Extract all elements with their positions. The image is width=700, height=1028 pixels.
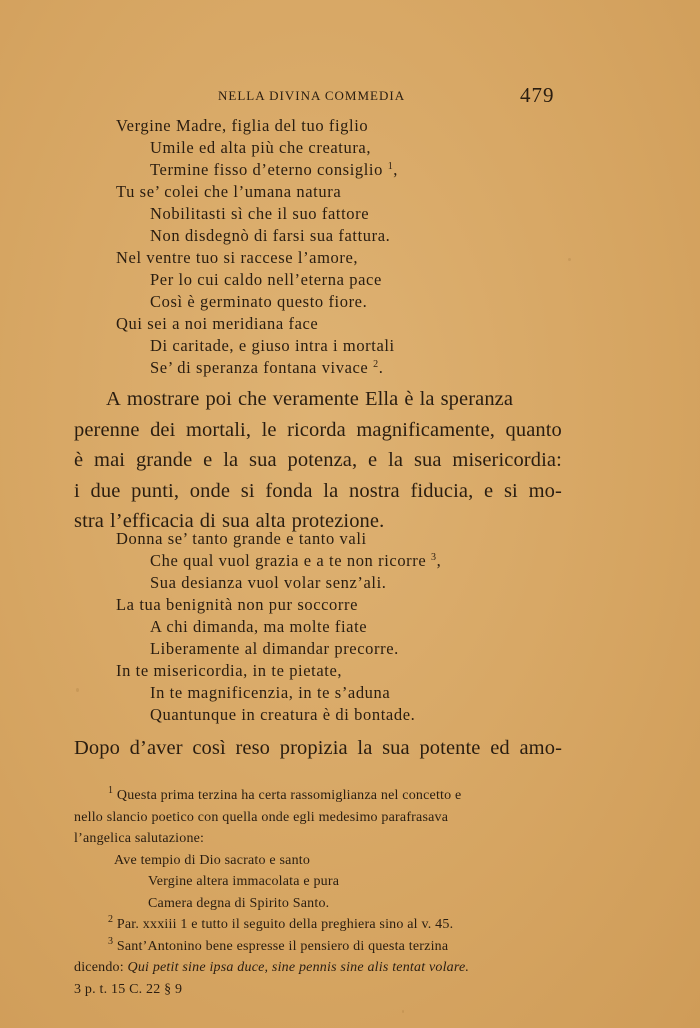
footnote-1-line: nello slancio poetico con quella onde egli medesimo parafrasava xyxy=(74,809,449,825)
word: ed xyxy=(490,737,510,759)
verse-line xyxy=(116,616,441,638)
verse-text: Non disdegnò di farsi sua fattura. xyxy=(150,226,391,245)
word: propizia xyxy=(279,737,348,759)
verse-line xyxy=(116,528,441,550)
verse-text: Donna se’ tanto grande e tanto vali xyxy=(116,529,367,548)
word: amo- xyxy=(519,737,562,759)
verse-text: Qui sei a noi meridiana face xyxy=(116,314,319,333)
verse-text: Di caritade, e giuso intra i mortali xyxy=(150,336,395,355)
verse-punctuation: , xyxy=(436,551,442,570)
verse-text: In te misericordia, in te pietate, xyxy=(116,661,343,680)
footnote-reference: 3 xyxy=(431,552,437,563)
footnote-2-text: Par. xxxiii 1 e tutto il seguito della preghiera sino al v. 45. xyxy=(116,917,454,932)
footnote-marker: 3 xyxy=(108,935,114,947)
word: d’aver xyxy=(129,737,183,759)
verse-line xyxy=(116,203,398,225)
word: reso xyxy=(235,737,271,759)
word: e xyxy=(484,479,494,502)
word: la xyxy=(388,449,404,471)
word: sua xyxy=(413,449,442,471)
footnote-verse-line: Ave tempio di Dio sacrato e santo xyxy=(114,852,311,868)
verse-line xyxy=(116,594,441,616)
prose-paragraph-2 xyxy=(74,733,562,764)
paper-spot xyxy=(568,258,571,261)
word: si xyxy=(240,479,255,502)
word: alta xyxy=(255,510,286,532)
word: mostrare xyxy=(126,388,200,410)
word: onde xyxy=(189,479,231,502)
verse-line xyxy=(116,159,398,181)
prose-line xyxy=(74,476,562,507)
word: la xyxy=(323,479,339,502)
verse-text: Nel ventre tuo si raccese l’amore, xyxy=(116,248,359,267)
verse-text: Termine fisso d’eterno consiglio xyxy=(150,160,388,179)
verse-line xyxy=(116,181,398,203)
verse-line xyxy=(116,247,398,269)
verse-text: A chi dimanda, ma molte fiate xyxy=(150,617,368,636)
prose-line xyxy=(74,733,562,764)
footnote-3-line xyxy=(74,936,564,958)
footnote-marker: 2 xyxy=(108,914,114,925)
verse-line xyxy=(116,335,398,357)
word: protezione. xyxy=(291,510,385,532)
footnote-verse-line: Camera degna di Spirito Santo. xyxy=(148,895,330,911)
word: sua xyxy=(249,449,277,471)
verse-line xyxy=(116,137,398,159)
word: potenza, xyxy=(287,449,358,471)
verse-line xyxy=(116,269,398,291)
footnote-3-text: Sant’Antonino bene espresse il pensiero di questa terzina xyxy=(116,938,449,954)
word: mortali, xyxy=(185,418,252,441)
word: sua xyxy=(221,510,250,532)
word: speranza xyxy=(440,388,514,410)
word: si xyxy=(503,479,518,502)
footnote-1-line xyxy=(74,785,564,807)
verse-text: Umile ed alta più che creatura, xyxy=(150,138,372,157)
page-header xyxy=(0,83,700,108)
footnote-3-line xyxy=(74,957,564,979)
verse-punctuation: . xyxy=(378,358,384,377)
footnote-1-text: Questa prima terzina ha certa rassomiglianza nel concetto e xyxy=(116,788,462,803)
verse-line xyxy=(116,291,398,313)
verse-punctuation: , xyxy=(393,160,399,179)
word: fiducia, xyxy=(410,479,474,502)
verse-text: Sua desianza vuol volar senz’ali. xyxy=(150,573,387,592)
footnote-reference: 2 xyxy=(373,359,379,370)
word: la xyxy=(223,449,239,471)
prose-line xyxy=(74,415,562,446)
word: sua xyxy=(382,737,410,759)
word: A xyxy=(106,388,121,410)
paper-spot xyxy=(402,1010,404,1013)
word: nostra xyxy=(349,479,400,502)
verse-block-2 xyxy=(116,528,441,726)
prose-line xyxy=(74,445,562,476)
footnote-marker: 1 xyxy=(108,785,114,796)
word: che xyxy=(237,388,267,410)
verse-line xyxy=(116,704,441,726)
word: potente xyxy=(419,737,481,759)
word: i xyxy=(74,479,80,502)
footnote-1-line: l’angelica salutazione: xyxy=(74,831,205,846)
word: la xyxy=(357,737,373,759)
verse-line xyxy=(116,638,441,660)
footnote-reference: 1 xyxy=(387,161,394,172)
word: Dopo xyxy=(74,737,120,759)
verse-text: Se’ di speranza fontana vivace xyxy=(150,358,374,377)
verse-text: Per lo cui caldo nell’eterna pace xyxy=(150,270,382,289)
word: l’efficacia xyxy=(110,510,194,532)
footnotes xyxy=(74,785,564,1000)
verse-text: Tu se’ colei che l’umana natura xyxy=(116,182,342,201)
word: di xyxy=(199,510,216,532)
footnote-3-reference: 3 p. t. 15 C. 22 § 9 xyxy=(74,981,183,997)
verse-line xyxy=(116,572,441,594)
word: la xyxy=(419,388,435,410)
verse-line xyxy=(116,313,398,335)
running-head: NELLA DIVINA COMMEDIA xyxy=(218,88,406,103)
word: ricorda xyxy=(287,418,346,441)
word: grande xyxy=(135,449,193,471)
verse-line xyxy=(116,225,398,247)
verse-line xyxy=(116,357,398,379)
verse-text: Quantunque in creatura è di bontade. xyxy=(150,705,416,724)
word: stra xyxy=(74,510,104,532)
word: dei xyxy=(150,418,176,441)
footnote-3-text: dicendo: xyxy=(74,960,128,975)
verse-line xyxy=(116,682,441,704)
verse-text: In te magnificenzia, in te s’aduna xyxy=(150,683,391,702)
page-number: 479 xyxy=(520,83,555,107)
verse-line xyxy=(116,115,398,137)
verse-block-1 xyxy=(116,115,398,379)
word: fonda xyxy=(265,479,313,502)
verse-text: Liberamente al dimandar precorre. xyxy=(150,639,399,658)
word: veramente xyxy=(272,388,359,410)
verse-text: Vergine Madre, figlia del tuo figlio xyxy=(116,116,369,135)
word: è xyxy=(74,449,84,471)
word: due xyxy=(90,479,121,502)
word: perenne xyxy=(74,418,140,441)
word: mo- xyxy=(528,479,562,502)
verse-line xyxy=(116,660,441,682)
prose-paragraph-1 xyxy=(74,384,562,537)
verse-line xyxy=(116,550,441,572)
verse-text: Che qual vuol grazia e a te non ricorre xyxy=(150,551,432,570)
footnote-2-line xyxy=(74,914,564,936)
word: poi xyxy=(205,388,232,410)
verse-text: Nobilitasti sì che il suo fattore xyxy=(150,204,370,223)
word: punti, xyxy=(131,479,180,502)
word: è xyxy=(404,388,414,410)
word: le xyxy=(261,418,277,441)
word: mai xyxy=(94,449,126,471)
word: Ella xyxy=(364,388,399,410)
paper-spot xyxy=(76,688,79,692)
word: misericordia: xyxy=(452,449,562,471)
word: e xyxy=(368,449,378,471)
word: così xyxy=(192,737,226,759)
verse-text: La tua benignità non pur soccorre xyxy=(116,595,359,614)
word: e xyxy=(203,449,213,471)
word: magnificamente, xyxy=(356,418,496,441)
footnote-verse-line: Vergine altera immacolata e pura xyxy=(148,874,340,889)
word: quanto xyxy=(505,418,562,441)
verse-text: Così è germinato questo fiore. xyxy=(150,292,368,311)
prose-line xyxy=(74,384,562,415)
footnote-3-latin-quote: Qui petit sine ipsa duce, sine pennis sine alis tentat volare. xyxy=(127,960,470,975)
